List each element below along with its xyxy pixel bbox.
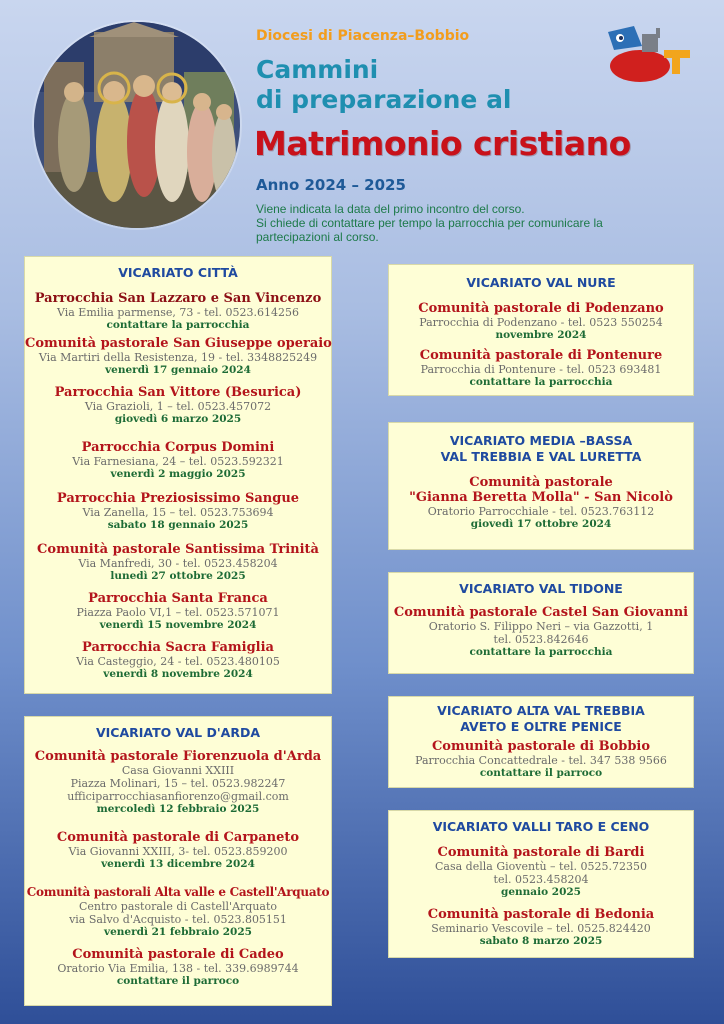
parish-name: Parrocchia San Lazzaro e San Vincenzo bbox=[34, 291, 322, 306]
parish-address: Via Emilia parmense, 73 - tel. 0523.614256 bbox=[56, 306, 300, 319]
main-title: Matrimonio cristiano bbox=[254, 124, 631, 163]
fresco-painting bbox=[34, 22, 240, 228]
parish-name: Comunità pastorale Castel San Giovanni bbox=[393, 605, 689, 620]
parish-name: Comunità pastorale di Carpaneto bbox=[56, 830, 300, 845]
parish-name: Comunità pastorale San Giuseppe operaio bbox=[25, 336, 332, 351]
parish-name: Parrocchia Sacra Famiglia bbox=[82, 640, 274, 655]
parish-name: Parrocchia Preziosissimo Sangue bbox=[56, 491, 300, 506]
parish-name: "Gianna Beretta Molla" - San Nicolò bbox=[409, 490, 673, 505]
parish-address: Parrocchia Concattedrale - tel. 347 538 9566 bbox=[415, 754, 667, 767]
parish-entry bbox=[25, 336, 331, 377]
parish-name: Comunità pastorali Alta valle e Castell'Arquato bbox=[26, 885, 330, 899]
course-date: venerdì 2 maggio 2025 bbox=[110, 468, 246, 480]
parish-name: Comunità pastorale di Podenzano bbox=[418, 301, 664, 316]
parish-entry bbox=[25, 291, 331, 332]
vicariato-title: VICARIATO MEDIA –BASSA bbox=[449, 433, 633, 448]
vicariato-title: VICARIATO VAL NURE bbox=[466, 275, 616, 290]
course-date: venerdì 15 novembre 2024 bbox=[99, 619, 257, 631]
parish-address: via Salvo d'Acquisto - tel. 0523.805151 bbox=[69, 913, 287, 926]
parish-address: Parrocchia di Pontenure - tel. 0523 693481 bbox=[420, 363, 662, 376]
parish-name: Comunità pastorale di Cadeo bbox=[72, 947, 284, 962]
vicariato-title: VAL TREBBIA E VAL LURETTA bbox=[440, 449, 642, 464]
vicariato-val-tidone-box bbox=[388, 572, 694, 674]
parish-address: Casa Giovanni XXIII bbox=[121, 764, 235, 777]
course-date: lunedì 27 ottobre 2025 bbox=[110, 570, 246, 582]
year-label: Anno 2024 – 2025 bbox=[256, 176, 406, 194]
intro-note-line: Viene indicata la data del primo incontro del corso. bbox=[256, 202, 525, 216]
parish-entry bbox=[25, 385, 331, 426]
course-date: venerdì 8 novembre 2024 bbox=[103, 668, 253, 680]
parish-address: Oratorio Parrocchiale - tel. 0523.763112 bbox=[427, 505, 655, 518]
parish-address: Via Farnesiana, 24 – tel. 0523.592321 bbox=[72, 455, 284, 468]
parish-entry bbox=[389, 907, 693, 948]
vicariato-val-arda-box bbox=[24, 716, 332, 1006]
parish-email: ufficiparrocchiasanfiorenzo@gmail.com bbox=[67, 790, 289, 803]
intro-note-line: Si chiede di contattare per tempo la parrocchia per comunicare la bbox=[256, 216, 603, 230]
parish-address: Oratorio S. Filippo Neri – via Gazzotti, 1 bbox=[428, 620, 654, 633]
parish-address: Oratorio Via Emilia, 138 - tel. 339.6989744 bbox=[57, 962, 299, 975]
parish-entry bbox=[389, 845, 693, 899]
parish-entry bbox=[25, 440, 331, 481]
parish-address: Via Martiri della Resistenza, 19 - tel. 3348825249 bbox=[38, 351, 318, 364]
vicariato-trebbia-box bbox=[388, 422, 694, 550]
parish-entry bbox=[25, 491, 331, 532]
parish-entry bbox=[25, 542, 331, 583]
course-date: contattare la parrocchia bbox=[469, 646, 613, 658]
parish-address: Parrocchia di Podenzano - tel. 0523 550254 bbox=[419, 316, 663, 329]
parish-name: Comunità pastorale Fiorenzuola d'Arda bbox=[34, 749, 322, 764]
parish-address: tel. 0523.458204 bbox=[493, 873, 589, 886]
parish-name: Comunità pastorale di Bobbio bbox=[431, 739, 651, 754]
course-date: venerdì 17 gennaio 2024 bbox=[105, 364, 251, 376]
title-line-1: Cammini bbox=[256, 55, 379, 84]
course-date: contattare la parrocchia bbox=[106, 319, 250, 331]
course-date: venerdì 13 dicembre 2024 bbox=[101, 858, 255, 870]
parish-name: Comunità pastorale di Pontenure bbox=[419, 348, 663, 363]
parish-entry bbox=[25, 947, 331, 988]
parish-entry bbox=[389, 301, 693, 342]
vicariato-citta-box bbox=[24, 256, 332, 694]
course-date: sabato 8 marzo 2025 bbox=[479, 935, 603, 947]
parish-name: Comunità pastorale bbox=[469, 475, 613, 490]
vicariato-taro-ceno-box bbox=[388, 810, 694, 958]
course-date: contattare il parroco bbox=[116, 975, 240, 987]
parish-address: tel. 0523.842646 bbox=[493, 633, 589, 646]
parish-entry bbox=[25, 749, 331, 816]
vicariato-val-nure-box bbox=[388, 264, 694, 396]
parish-address: Centro pastorale di Castell'Arquato bbox=[78, 900, 278, 913]
parish-entry bbox=[25, 591, 331, 632]
intro-note bbox=[256, 202, 696, 244]
parish-name: Comunità pastorale Santissima Trinità bbox=[37, 542, 319, 557]
course-date: contattare il parroco bbox=[479, 767, 603, 779]
title-line-2: di preparazione al bbox=[256, 85, 512, 114]
diocese-name: Diocesi di Piacenza–Bobbio bbox=[256, 28, 470, 44]
parish-address: Piazza Molinari, 15 – tel. 0523.982247 bbox=[70, 777, 286, 790]
parish-address: Via Giovanni XXIII, 3- tel. 0523.859200 bbox=[68, 845, 288, 858]
parish-name: Parrocchia Santa Franca bbox=[88, 591, 268, 606]
course-date: giovedì 6 marzo 2025 bbox=[114, 413, 242, 425]
parish-entry bbox=[25, 885, 331, 939]
vicariato-title: VICARIATO CITTÀ bbox=[118, 265, 238, 280]
course-date: sabato 18 gennaio 2025 bbox=[107, 519, 249, 531]
parish-address: Piazza Paolo VI,1 – tel. 0523.571071 bbox=[76, 606, 280, 619]
parish-entry bbox=[389, 605, 693, 659]
parish-entry bbox=[25, 830, 331, 871]
course-date: contattare la parrocchia bbox=[469, 376, 613, 388]
vicariato-alta-trebbia-box bbox=[388, 696, 694, 788]
course-date: giovedì 17 ottobre 2024 bbox=[470, 518, 612, 530]
vicariato-title: VICARIATO VAL D'ARDA bbox=[95, 725, 261, 740]
vicariato-title: AVETO E OLTRE PENICE bbox=[460, 719, 622, 734]
parish-address: Via Grazioli, 1 – tel. 0523.457072 bbox=[84, 400, 272, 413]
parish-entry bbox=[389, 348, 693, 389]
parish-name: Parrocchia Corpus Domini bbox=[81, 440, 275, 455]
parish-address: Via Casteggio, 24 - tel. 0523.480105 bbox=[76, 655, 280, 668]
vicariato-title: VICARIATO VAL TIDONE bbox=[459, 581, 623, 596]
parish-address: Seminario Vescovile – tel. 0525.824420 bbox=[431, 922, 651, 935]
vicariato-title: VICARIATO ALTA VAL TREBBIA bbox=[437, 703, 645, 718]
parish-address: Via Zanella, 15 – tel. 0523.753694 bbox=[82, 506, 274, 519]
course-date: mercoledì 12 febbraio 2025 bbox=[96, 803, 260, 815]
vicariato-title: VICARIATO VALLI TARO E CENO bbox=[432, 819, 650, 834]
course-date: venerdì 21 febbraio 2025 bbox=[104, 926, 252, 938]
parish-address: Via Manfredi, 30 - tel. 0523.458204 bbox=[78, 557, 278, 570]
parish-entry bbox=[389, 475, 693, 531]
parish-entry bbox=[25, 640, 331, 681]
course-date: gennaio 2025 bbox=[501, 886, 581, 898]
parish-address: Casa della Gioventù – tel. 0525.72350 bbox=[435, 860, 647, 873]
intro-note-line: partecipazioni al corso. bbox=[256, 230, 379, 244]
course-date: novembre 2024 bbox=[495, 329, 587, 341]
diocese-logo bbox=[604, 24, 694, 84]
parish-name: Comunità pastorale di Bedonia bbox=[427, 907, 655, 922]
parish-name: Comunità pastorale di Bardi bbox=[437, 845, 645, 860]
parish-name: Parrocchia San Vittore (Besurica) bbox=[54, 385, 302, 400]
parish-entry bbox=[389, 739, 693, 780]
